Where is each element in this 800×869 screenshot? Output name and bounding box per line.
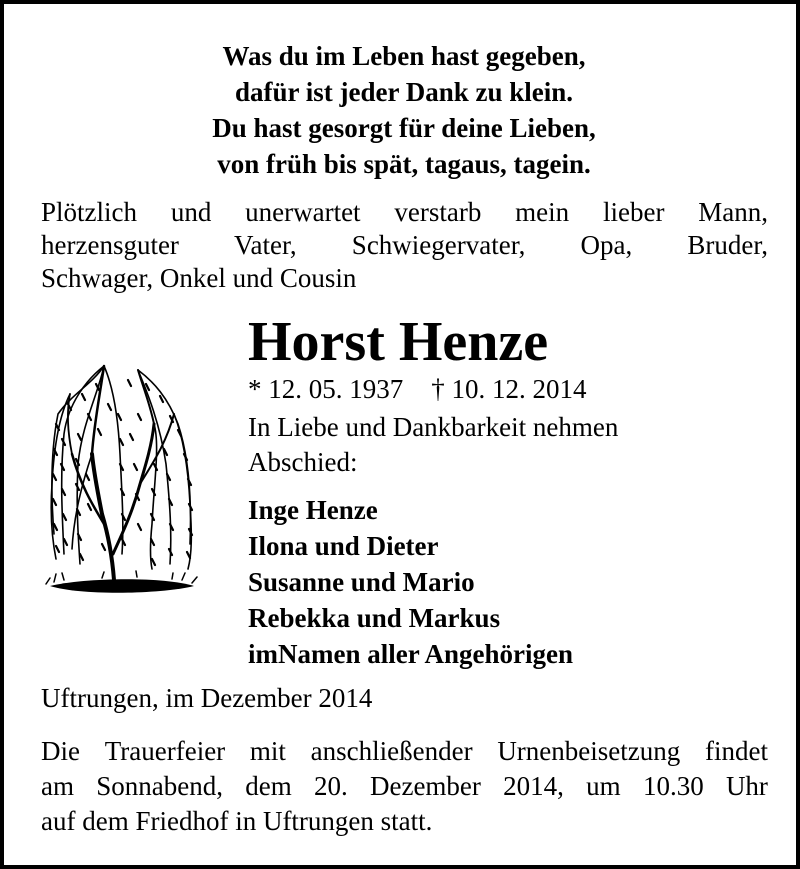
place-date: Uftrungen, im Dezember 2014 bbox=[41, 683, 373, 713]
intro-text bbox=[41, 196, 768, 295]
intro-word: verstarb bbox=[394, 197, 482, 227]
service-line bbox=[41, 769, 768, 804]
service-word: Trauerfeier bbox=[104, 736, 226, 766]
service-word: anschließender bbox=[310, 736, 473, 766]
poem-line: Was du im Leben hast gegeben, bbox=[222, 41, 586, 71]
service-word: Urnenbeisetzung bbox=[497, 736, 681, 766]
service-word: Die bbox=[41, 736, 80, 766]
farewell-line: Abschied: bbox=[248, 447, 358, 477]
service-word: findet bbox=[704, 736, 768, 766]
death-date: † 10. 12. 2014 bbox=[431, 374, 587, 404]
service-line bbox=[41, 734, 768, 769]
service-word: mit bbox=[249, 736, 286, 766]
intro-word: Bruder, bbox=[687, 230, 768, 260]
birth-date: * 12. 05. 1937 bbox=[248, 374, 404, 404]
intro-word: mein bbox=[515, 197, 570, 227]
intro-line bbox=[41, 229, 768, 262]
mourner: Inge Henze bbox=[248, 495, 378, 525]
intro-word: Vater, bbox=[234, 230, 297, 260]
intro-line bbox=[41, 196, 768, 229]
mourner: Rebekka und Markus bbox=[248, 603, 501, 633]
service-line: auf dem Friedhof in Uftrungen statt. bbox=[41, 806, 433, 836]
service-word: am bbox=[41, 771, 74, 801]
deceased-name: Horst Henze bbox=[248, 311, 549, 373]
mourners-list bbox=[248, 492, 573, 672]
poem-line: Du hast gesorgt für deine Lieben, bbox=[212, 113, 596, 143]
poem-line: von früh bis spät, tagaus, tagein. bbox=[217, 149, 591, 179]
service-word: dem bbox=[245, 771, 292, 801]
intro-word: Schwiegervater, bbox=[351, 230, 526, 260]
poem bbox=[4, 38, 800, 182]
intro-word: lieber bbox=[602, 197, 665, 227]
service-word: Uhr bbox=[725, 771, 768, 801]
service-word: 10.30 bbox=[642, 771, 704, 801]
farewell-text bbox=[248, 410, 708, 480]
mourner: Susanne und Mario bbox=[248, 567, 475, 597]
service-word: Dezember bbox=[369, 771, 481, 801]
service-word: 2014, bbox=[503, 771, 564, 801]
service-word: um bbox=[586, 771, 621, 801]
intro-word: Opa, bbox=[580, 230, 633, 260]
intro-word: und bbox=[170, 197, 212, 227]
funeral-service-info bbox=[41, 734, 768, 839]
life-dates bbox=[248, 373, 587, 406]
intro-word: herzensguter bbox=[41, 230, 179, 260]
service-word: 20. bbox=[313, 771, 348, 801]
weeping-willow-icon bbox=[42, 354, 202, 604]
intro-word: Mann, bbox=[698, 197, 768, 227]
intro-word: unerwartet bbox=[245, 197, 361, 227]
mourner: Ilona und Dieter bbox=[248, 531, 439, 561]
poem-line: dafür ist jeder Dank zu klein. bbox=[234, 77, 574, 107]
intro-word: Plötzlich bbox=[41, 197, 137, 227]
service-word: Sonnabend, bbox=[96, 771, 223, 801]
intro-line: Schwager, Onkel und Cousin bbox=[41, 263, 357, 293]
farewell-line: In Liebe und Dankbarkeit nehmen bbox=[248, 412, 619, 442]
mourner: imNamen aller Angehörigen bbox=[248, 639, 573, 669]
